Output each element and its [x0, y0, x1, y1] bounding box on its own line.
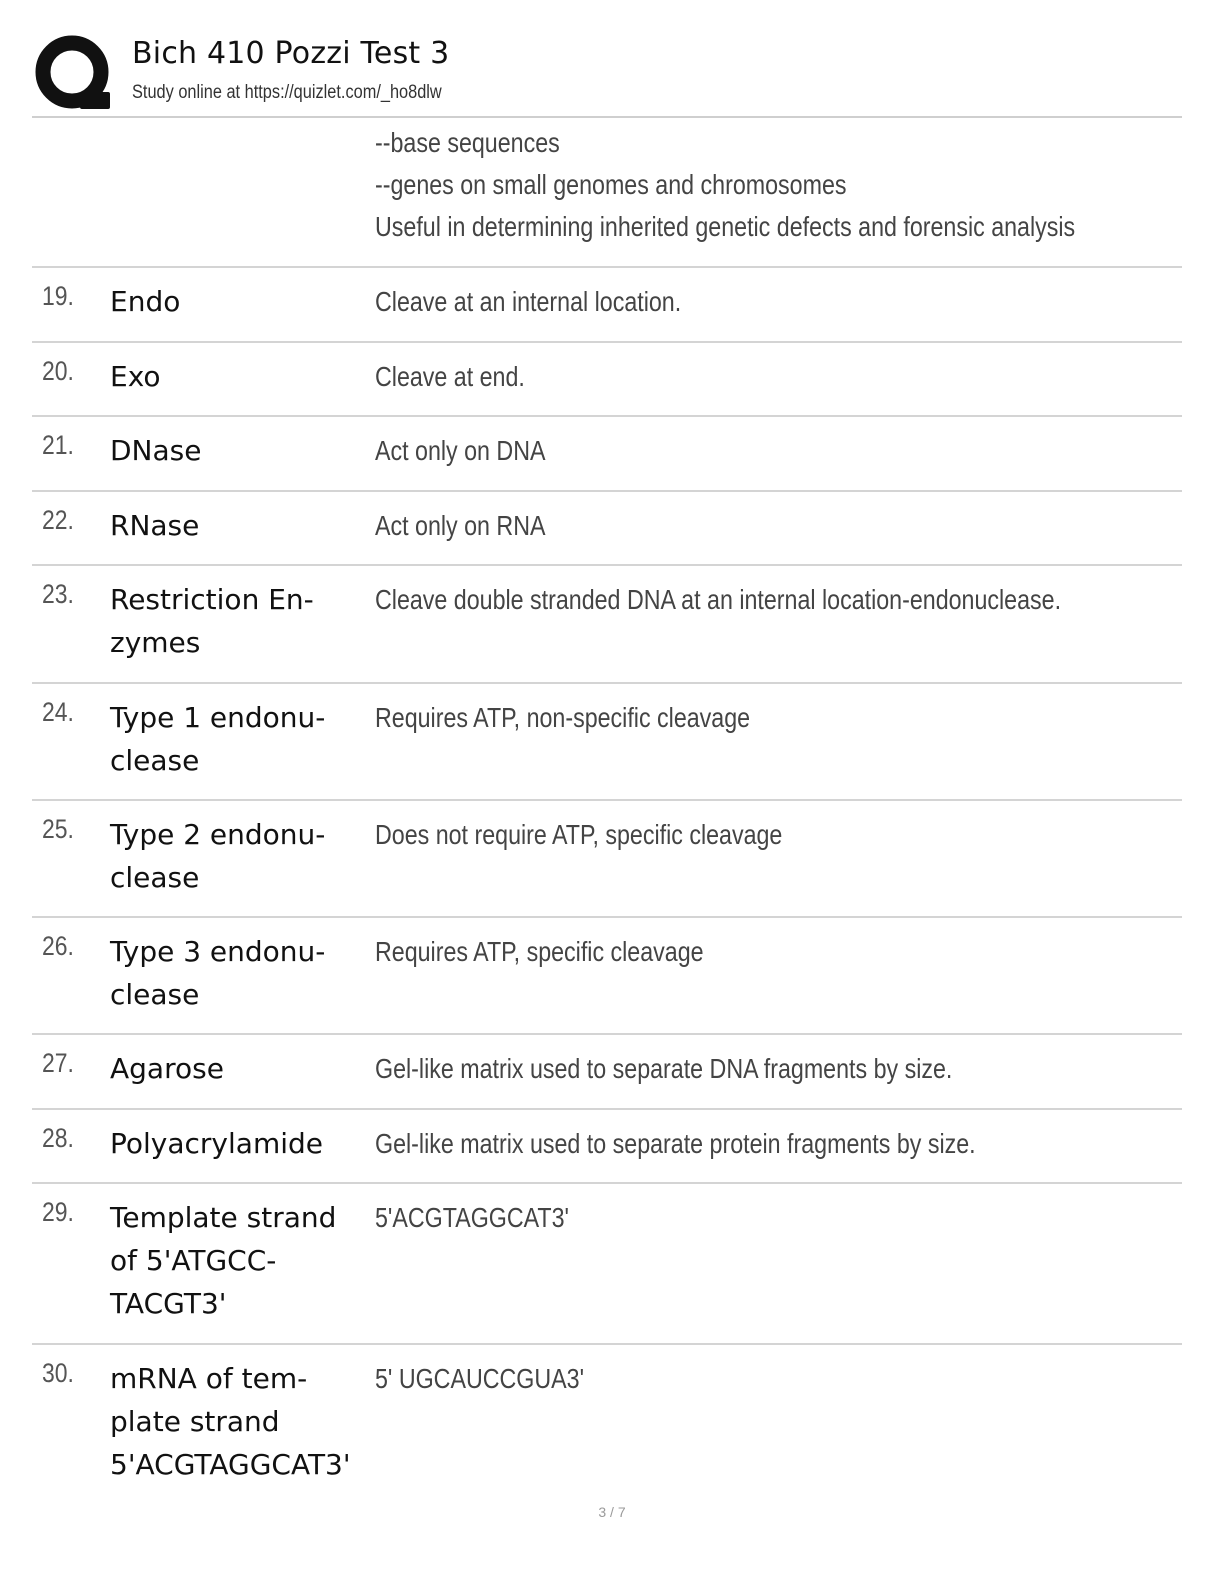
card-term: Polyacrylamide [110, 1127, 323, 1160]
card-definition: 5' UGCAUCCGUA3' [375, 1363, 585, 1394]
card-definition: Act only on RNA [375, 510, 546, 541]
card-number: 28. [42, 1123, 74, 1153]
card-definition: Does not require ATP, specific cleavage [375, 819, 783, 850]
card-definition: Cleave at end. [375, 361, 525, 392]
page-number: 3 / 7 [598, 1504, 626, 1520]
card-term: Type 3 endonu- clease [110, 935, 326, 1011]
flashcard-30 [32, 1345, 1182, 1505]
card-term: Exo [110, 360, 161, 393]
card-definition: Requires ATP, non-specific cleavage [375, 702, 751, 733]
flashcard-21 [32, 417, 1182, 492]
flashcard-20 [32, 343, 1182, 417]
card-term: Type 1 endonu- clease [110, 701, 326, 777]
definition-line: --genes on small genomes and chromosomes [375, 169, 847, 200]
card-definition [375, 122, 1076, 248]
card-number: 23. [42, 579, 74, 609]
flashcard-28 [32, 1110, 1182, 1184]
card-term: Endo [110, 285, 181, 318]
flashcard-continuation [32, 118, 1182, 268]
flashcard-29 [32, 1184, 1182, 1345]
flashcard-23 [32, 566, 1182, 684]
card-number: 25. [42, 814, 74, 844]
card-number: 24. [42, 697, 74, 727]
card-term: Agarose [110, 1052, 224, 1085]
card-definition: Gel-like matrix used to separate DNA fragments by size. [375, 1053, 953, 1084]
card-number: 26. [42, 931, 74, 961]
study-online-link[interactable]: Study online at https://quizlet.com/_ho8dlw [132, 82, 442, 103]
card-term: DNase [110, 434, 202, 467]
flashcard-22 [32, 492, 1182, 566]
document-title: Bich 410 Pozzi Test 3 [132, 36, 450, 71]
card-definition: Requires ATP, specific cleavage [375, 936, 704, 967]
flashcard-24 [32, 684, 1182, 801]
card-definition: 5'ACGTAGGCAT3' [375, 1202, 569, 1233]
quizlet-q-logo-icon [34, 34, 112, 112]
card-number: 30. [42, 1358, 74, 1388]
page-header [32, 30, 1182, 116]
card-number: 27. [42, 1048, 74, 1078]
flashcard-19 [32, 268, 1182, 343]
card-number: 19. [42, 281, 74, 311]
card-number: 21. [42, 430, 74, 460]
card-term: mRNA of tem- plate strand 5'ACGTAGGCAT3' [110, 1362, 351, 1481]
card-term: Restriction En- zymes [110, 583, 314, 659]
card-definition: Cleave double stranded DNA at an internal location-endonuclease. [375, 584, 1062, 615]
card-term: RNase [110, 509, 200, 542]
card-number: 29. [42, 1197, 74, 1227]
card-definition: Gel-like matrix used to separate protein fragments by size. [375, 1128, 976, 1159]
flashcard-list [32, 118, 1182, 1505]
definition-line: --base sequences [375, 127, 560, 158]
card-definition: Cleave at an internal location. [375, 286, 682, 317]
flashcard-26 [32, 918, 1182, 1035]
card-number: 22. [42, 505, 74, 535]
definition-line: Useful in determining inherited genetic defects and forensic analysis [375, 211, 1076, 242]
card-definition: Act only on DNA [375, 435, 546, 466]
card-term: Template strand of 5'ATGCC- TACGT3' [110, 1201, 337, 1320]
flashcard-25 [32, 801, 1182, 918]
flashcard-27 [32, 1035, 1182, 1110]
card-term: Type 2 endonu- clease [110, 818, 326, 894]
card-number: 20. [42, 356, 74, 386]
